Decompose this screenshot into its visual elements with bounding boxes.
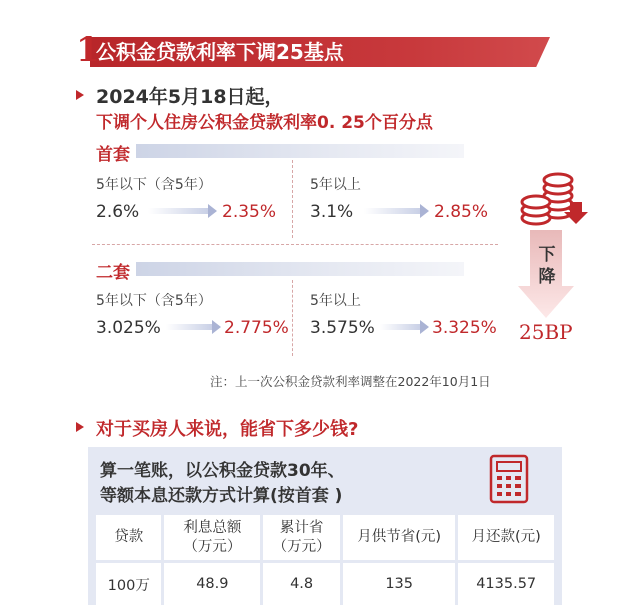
section-title: 公积金贷款利率下调25基点: [96, 40, 344, 64]
group-bar: [136, 144, 464, 158]
calculator-icon: [488, 454, 530, 504]
bullet-triangle-icon: [76, 422, 84, 432]
table-header-row: [96, 515, 554, 560]
question-heading: 对于买房人来说，能省下多少钱?: [96, 419, 359, 440]
arrow-right-icon: [212, 320, 221, 334]
footnote: 注：上一次公积金贷款利率调整在2022年10月1日: [210, 374, 491, 389]
rate-new-long: 3.325%: [432, 318, 497, 338]
cell-cumulative-saving: 4.8: [263, 563, 340, 605]
arrow-bar: [148, 208, 208, 214]
column-divider: [292, 160, 293, 238]
header-monthly-saving: 月供节省(元): [343, 515, 455, 560]
arrow-right-icon: [208, 204, 217, 218]
rate-change-summary: 下调个人住房公积金贷款利率0. 25个百分点: [96, 113, 433, 133]
decrease-char-2: 降: [538, 267, 556, 287]
header-cumulative-saving: 累计省 （万元）: [263, 515, 340, 560]
term-label-long: 5年以上: [310, 177, 361, 193]
rate-old-short: 2.6%: [96, 202, 140, 222]
group-divider: [92, 244, 498, 245]
group-bar: [136, 262, 464, 276]
header-total-interest: 利息总额 （万元）: [164, 515, 260, 560]
rate-old-long: 3.1%: [310, 202, 354, 222]
effective-date: 2024年5月18日起，: [96, 86, 284, 108]
calculation-table: [93, 512, 557, 608]
arrow-right-icon: [420, 320, 429, 334]
header-loan: 贷款: [96, 515, 161, 560]
arrow-right-icon: [420, 204, 429, 218]
term-label-short: 5年以下（含5年）: [96, 293, 212, 309]
rate-new-long: 2.85%: [434, 202, 489, 222]
rate-old-long: 3.575%: [310, 318, 375, 338]
cell-monthly-saving: 135: [343, 563, 455, 605]
term-label-short: 5年以下（含5年）: [96, 177, 212, 193]
decrease-char-1: 下: [538, 245, 556, 265]
term-label-long: 5年以上: [310, 293, 361, 309]
group-title-second-home: 二套: [96, 263, 130, 283]
table-row: [96, 563, 554, 605]
calc-title-line2: 等额本息还款方式计算(按首套 ): [100, 486, 343, 506]
rate-old-short: 3.025%: [96, 318, 161, 338]
arrow-bar: [364, 208, 420, 214]
rate-new-short: 2.35%: [222, 202, 277, 222]
section-number: 1: [76, 30, 100, 70]
arrow-bar: [380, 324, 420, 330]
cell-total-interest: 48.9: [164, 563, 260, 605]
group-title-first-home: 首套: [96, 145, 130, 165]
header-monthly-payment: 月还款(元): [458, 515, 554, 560]
decrease-amount: 25BP: [519, 320, 573, 344]
arrow-bar: [166, 324, 212, 330]
calc-title-line1: 算一笔账，以公积金贷款30年、: [100, 461, 345, 481]
calculation-table-wrap: [93, 512, 557, 608]
bullet-triangle-icon: [76, 90, 84, 100]
column-divider: [292, 280, 293, 356]
cell-monthly-payment: 4135.57: [458, 563, 554, 605]
rate-new-short: 2.775%: [224, 318, 289, 338]
cell-loan: 100万: [96, 563, 161, 605]
